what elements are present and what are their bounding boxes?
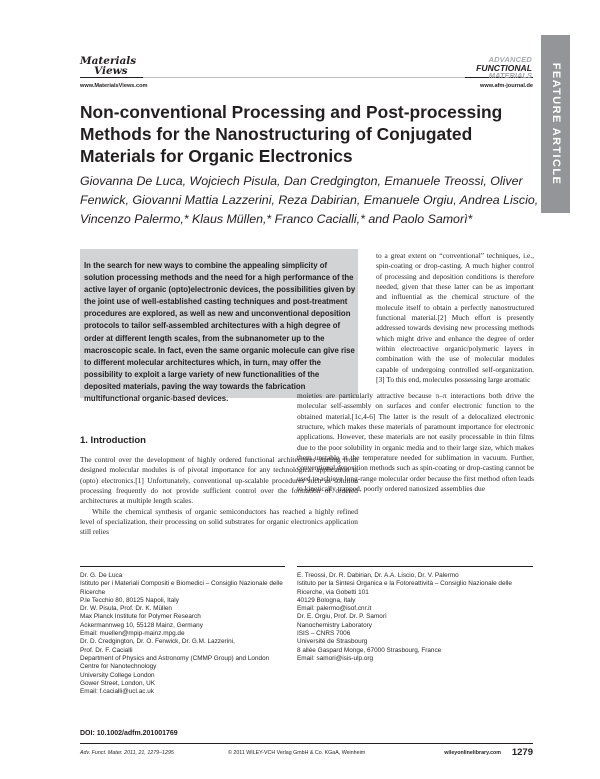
journal-logo-line-3: MATERIALS <box>488 71 532 80</box>
section-heading: 1. Introduction <box>80 435 146 446</box>
page-number: 1279 <box>511 747 533 758</box>
email-link[interactable]: Email: f.cacialli@ucl.ac.uk <box>80 688 154 696</box>
journal-logo-line-1: ADVANCED <box>488 55 532 64</box>
abstract-box <box>80 249 358 404</box>
affiliation-line: Dr. D. Credgington, Dr. O. Fenwick, Dr. G.M. Lazzerini, <box>80 638 235 646</box>
affiliation-line: Gower Street, London, UK <box>80 679 155 687</box>
affiliation-line: Nanochemistry Laboratory <box>297 621 372 629</box>
affiliation-line: Department of Physics and Astronomy (CMMP Group) and London Centre for Nanotechnology <box>80 654 270 671</box>
feature-article-label: FEATURE ARTICLE <box>549 62 562 186</box>
doi-link[interactable]: DOI: 10.1002/adfm.201001769 <box>80 730 178 737</box>
affiliations-right <box>297 572 532 663</box>
author-list: Giovanna De Luca, Wojciech Pisula, Dan Credgington, Emanuele Treossi, Oliver Fenwick, Giovanni Mattia Lazzerini, Reza Dabirian, Emanuele Orgiu, Andrea Liscio, Vincenzo Palermo,* Klaus Müllen,* Franco Cacialli,* and Paolo Samorì* <box>80 174 539 226</box>
affiliation-rule-left <box>80 566 285 567</box>
affiliation-line: ISIS – CNRS 7006 <box>297 630 351 638</box>
journal-logo-line-2: FUNCTIONAL <box>476 63 532 73</box>
affiliation-line: P.le Tecchio 80, 80125 Napoli, Italy <box>80 596 179 604</box>
affiliation-line: University College London <box>80 671 155 679</box>
affiliation-line: E. Treossi, Dr. R. Dabirian, Dr. A.A. Liscio, Dr. V. Palermo <box>297 572 459 579</box>
affiliation-line: Dr. G. De Luca <box>80 572 123 579</box>
header-rule-left <box>80 77 143 78</box>
affiliation-line: Prof. Dr. F. Cacialli <box>80 646 133 654</box>
website-right[interactable]: www.afm-journal.de <box>480 83 533 89</box>
affiliation-line: Dr. E. Orgiu, Prof. Dr. P. Samorì <box>297 613 387 621</box>
feature-article-tab <box>541 35 570 213</box>
journal-logo <box>466 56 532 80</box>
logo-line-1: Materials <box>80 55 137 67</box>
logo-line-2: Views <box>94 65 128 77</box>
intro-paragraph-2: While the chemical synthesis of organic semiconductors has reached a highly refined level of specialization, their processing on solid substrates for organic electronics application still relies <box>80 506 358 537</box>
affiliations-left <box>80 572 285 696</box>
right-column-text: to a great extent on “conventional” techniques, i.e., spin-coating or drop-casting. A much higher control of processing and deposition conditions is therefore needed, given that these latter can be as important and influential as the chemical structure of the molecule itself to obtain a perfectly nanostructured functional material.[2] Much effort is presently addressed towards devising new processing methods which might drive and enhance the degree of order within electroactive organic/polymeric layers in combination with the use of molecular modules capable of undergoing controlled self-organization.[3] To this end, molecules possessing large aromatic <box>376 251 534 385</box>
right-column-continued: moieties are particularly attractive because π–π interactions both drive the molecular self-assembly on surfaces and confer electronic function to the obtained material.[1c,4-6] The latter is the result of a delocalized electronic structure, which makes these materials of paramount importance for electronic applications. However, these materials are not easily processable in thin films due to the poor solubility in organic media and to their large size, which makes them unstable at the temperature needed for sublimation in vacuum. Further, conventional deposition methods such as spin-coating or drop-casting cannot be used to achieve long-range molecular order because the first method often leads to kinetically trapped, poorly ordered nanosized assemblies due <box>297 391 534 494</box>
citation: Adv. Funct. Mater. 2011, 21, 1279–1295 <box>80 750 174 756</box>
abstract-text: In the search for new ways to combine the appealing simplicity of solution processing methods and the need for a high performance of the active layer of organic (opto)electronic devices, the possibilities given by the joint use of well-established casting techniques and post-treatment procedures are explored, as well as new and unconventional deposition protocols to tailor self-assembled architectures with a high degree of order at different length scales, from the subnanometer up to the macroscopic scale. In fact, even the same organic molecule can give rise to different molecular architectures which, in turn, may offer the possibility to exploit a large variety of new functionalities of the deposited materials, paving the way towards the fabrication multifunctional organic-based devices. <box>84 261 356 404</box>
affiliation-rule-right <box>297 566 533 567</box>
copyright: © 2011 WILEY-VCH Verlag GmbH & Co. KGaA, Weinheim <box>228 750 366 756</box>
affiliation-line: Max Planck Institute for Polymer Research <box>80 613 201 621</box>
footer-website[interactable]: wileyonlinelibrary.com <box>444 750 501 756</box>
email-link[interactable]: Email: palermo@isof.cnr.it <box>297 605 372 613</box>
intro-paragraph-1: The control over the development of highly ordered functional architectures starting from designed molecular modules is of pivotal importance for any technological application in (opto) electronics.[1] Unfortunately, conventional up-scalable procedures such as solution processing frequently do not provide sufficient control over the formation of ordered architectures at multiple length scales. <box>80 455 358 506</box>
article-title: Non-conventional Processing and Post-processing Methods for the Nanostructuring of Conjugated Materials for Organic Electronics <box>80 102 503 166</box>
affiliation-line: 8 allée Gaspard Monge, 67000 Strasbourg, France <box>297 646 442 654</box>
affiliation-line: Istituto per la Sintesi Organica e la Fotoreattività – Consiglio Nazionale delle Ricerche, via Gobetti 101 <box>297 580 512 596</box>
email-link[interactable]: Email: samori@isis-ulp.org <box>297 654 374 662</box>
affiliation-line: Istituto per i Materiali Compositi e Biomedici – Consiglio Nazionale delle Ricerche <box>80 580 283 596</box>
affiliation-line: Université de Strasbourg <box>297 638 368 646</box>
email-link[interactable]: Email: muellen@mpip-mainz.mpg.de <box>80 630 185 638</box>
materials-views-logo <box>80 56 136 76</box>
affiliation-line: 40129 Bologna, Italy <box>297 596 356 604</box>
website-left[interactable]: www.MaterialsViews.com <box>80 83 148 89</box>
header-rule-mid <box>143 77 465 78</box>
affiliation-line: Ackermannweg 10, 55128 Mainz, Germany <box>80 621 203 629</box>
affiliation-line: Dr. W. Pisula, Prof. Dr. K. Müllen <box>80 605 172 613</box>
footer-rule <box>80 743 533 744</box>
